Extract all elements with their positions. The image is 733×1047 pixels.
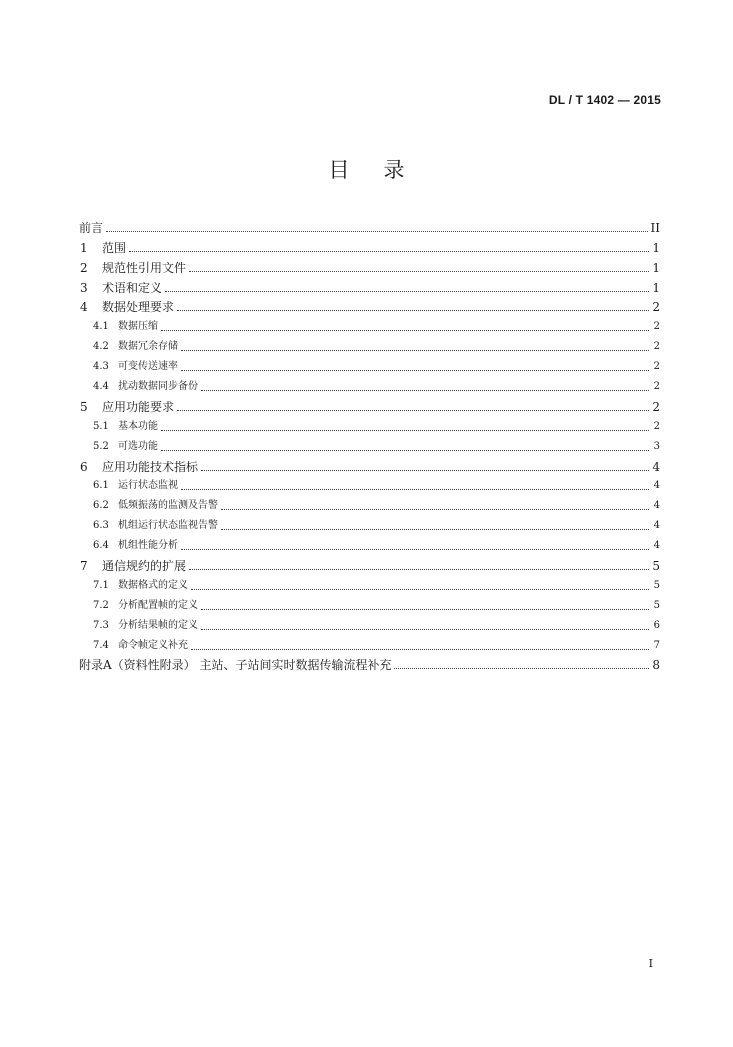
toc-entry-number: 6 <box>80 459 88 474</box>
toc-entry-label: 低频振荡的监测及告警 <box>118 500 218 512</box>
toc-entry-label: 分析配置帧的定义 <box>118 599 198 611</box>
toc-entry-label: 应用功能技术指标 <box>102 459 199 474</box>
toc-leader-dots <box>161 330 649 331</box>
toc-leader-dots <box>189 569 649 570</box>
toc-entry-page: 4 <box>653 480 660 492</box>
toc-entry[interactable] <box>79 296 660 316</box>
toc-entry-page: 4 <box>653 520 660 532</box>
toc-entry-label: 数据冗余存储 <box>118 341 178 353</box>
toc-entry[interactable] <box>79 395 660 415</box>
toc-entry[interactable] <box>79 216 660 236</box>
toc-entry[interactable] <box>79 455 660 475</box>
toc-entry-number: 7.1 <box>93 579 109 591</box>
page-number: I <box>648 957 653 970</box>
toc-leader-dots <box>177 410 649 411</box>
toc-entry-page: 2 <box>652 300 660 315</box>
toc-entry-label: 应用功能要求 <box>102 399 175 414</box>
toc-entry[interactable] <box>79 514 660 534</box>
toc-entry[interactable] <box>79 494 660 514</box>
toc-entry-page: 2 <box>653 321 660 333</box>
toc-leader-dots <box>191 589 649 590</box>
toc-entry-number: 3 <box>80 280 88 295</box>
toc-entry[interactable] <box>79 654 660 674</box>
toc-entry[interactable] <box>79 236 660 256</box>
toc-leader-dots <box>191 649 649 650</box>
toc-entry-label: 分析结果帧的定义 <box>118 619 198 631</box>
toc-entry-number: 5.1 <box>93 420 109 432</box>
page-title: 目录 <box>328 158 439 182</box>
toc-entry-label: 数据格式的定义 <box>118 579 188 591</box>
toc-entry-number: 6.4 <box>93 540 109 552</box>
toc-entry-number: 7 <box>80 559 88 574</box>
toc-entry-page: 1 <box>652 260 660 275</box>
toc-entry-page: II <box>650 220 660 235</box>
toc-leader-dots <box>161 450 649 451</box>
toc-entry[interactable] <box>79 574 660 594</box>
toc-entry[interactable] <box>79 634 660 654</box>
toc-entry-label: 范围 <box>102 240 127 255</box>
toc-entry-number: 4 <box>80 300 88 315</box>
toc-leader-dots <box>161 430 649 431</box>
toc-entry-page: 2 <box>653 341 660 353</box>
toc-entry-label: 数据处理要求 <box>102 300 175 315</box>
toc-entry[interactable] <box>79 534 660 554</box>
toc-entry-label: 机组性能分析 <box>118 540 178 552</box>
toc-entry[interactable] <box>79 415 660 435</box>
toc-entry-label: 机组运行状态监视告警 <box>118 520 218 532</box>
toc-entry[interactable] <box>79 256 660 276</box>
toc-entry-number: 2 <box>80 260 88 275</box>
toc-entry-label: 扰动数据同步备份 <box>118 381 198 393</box>
toc-entry[interactable] <box>79 594 660 614</box>
toc-entry[interactable] <box>79 315 660 335</box>
toc-entry[interactable] <box>79 614 660 634</box>
toc-entry-label: 可变传送速率 <box>118 361 178 373</box>
toc-entry-number: 6.3 <box>93 520 109 532</box>
toc-entry-page: 2 <box>652 399 660 414</box>
toc-entry[interactable] <box>79 435 660 455</box>
toc-entry-label: 通信规约的扩展 <box>102 559 187 574</box>
toc-entry-label: 基本功能 <box>118 420 158 432</box>
toc-entry[interactable] <box>79 335 660 355</box>
toc-entry-label: 附录A（资料性附录） 主站、子站间实时数据传输流程补充 <box>79 658 392 673</box>
toc-entry-number: 4.3 <box>93 361 109 373</box>
toc-entry-page: 2 <box>653 361 660 373</box>
toc-entry-page: 8 <box>652 658 660 673</box>
toc-entry-page: 5 <box>653 579 660 591</box>
toc-entry-page: 2 <box>653 420 660 432</box>
toc-leader-dots <box>221 509 649 510</box>
toc-entry-label: 数据压缩 <box>118 321 158 333</box>
toc-leader-dots <box>201 470 649 471</box>
toc-leader-dots <box>201 609 649 610</box>
toc-entry[interactable] <box>79 375 660 395</box>
toc-entry-page: 4 <box>653 500 660 512</box>
toc-entry-number: 6.2 <box>93 500 109 512</box>
toc-leader-dots <box>189 271 649 272</box>
toc-leader-dots <box>201 629 649 630</box>
toc-leader-dots <box>177 310 649 311</box>
toc-leader-dots <box>394 668 649 669</box>
toc-entry-number: 5 <box>80 399 88 414</box>
toc-entry-label: 命令帧定义补充 <box>118 639 188 651</box>
toc-entry-page: 5 <box>653 599 660 611</box>
toc-leader-dots <box>201 390 649 391</box>
toc-entry[interactable] <box>79 276 660 296</box>
toc-entry-page: 1 <box>652 280 660 295</box>
toc-entry-label: 规范性引用文件 <box>102 260 187 275</box>
toc-entry-label: 术语和定义 <box>102 280 163 295</box>
toc-entry-number: 7.3 <box>93 619 109 631</box>
toc-entry-number: 4.2 <box>93 341 109 353</box>
toc-entry-label: 可选功能 <box>118 440 158 452</box>
toc-leader-dots <box>221 529 649 530</box>
toc-entry-number: 5.2 <box>93 440 109 452</box>
toc-leader-dots <box>181 370 649 371</box>
toc-leader-dots <box>165 291 649 292</box>
toc-entry-page: 3 <box>653 440 660 452</box>
toc-entry-page: 6 <box>653 619 660 631</box>
toc-entry[interactable] <box>79 475 660 495</box>
toc-leader-dots <box>106 231 648 232</box>
toc-entry-page: 1 <box>652 240 660 255</box>
toc-entry-label: 运行状态监视 <box>118 480 178 492</box>
toc-entry-page: 2 <box>653 381 660 393</box>
toc-entry-page: 7 <box>653 639 660 651</box>
toc-entry-number: 4.4 <box>93 381 109 393</box>
toc-entry-number: 7.4 <box>93 639 109 651</box>
toc-entry-page: 4 <box>652 459 660 474</box>
standard-code: DL / T 1402 — 2015 <box>548 93 661 107</box>
toc-entry-number: 1 <box>80 240 88 255</box>
toc-entry-number: 4.1 <box>93 321 109 333</box>
toc-entry-page: 4 <box>653 540 660 552</box>
toc-entry-page: 5 <box>652 559 660 574</box>
toc-leader-dots <box>129 251 649 252</box>
toc-leader-dots <box>181 549 649 550</box>
toc-entry[interactable] <box>79 355 660 375</box>
toc-entry-number: 6.1 <box>93 480 109 492</box>
toc-leader-dots <box>181 489 649 490</box>
toc-entry[interactable] <box>79 554 660 574</box>
toc-leader-dots <box>181 350 649 351</box>
table-of-contents <box>79 216 660 673</box>
toc-entry-label: 前言 <box>79 220 104 235</box>
toc-entry-number: 7.2 <box>93 599 109 611</box>
